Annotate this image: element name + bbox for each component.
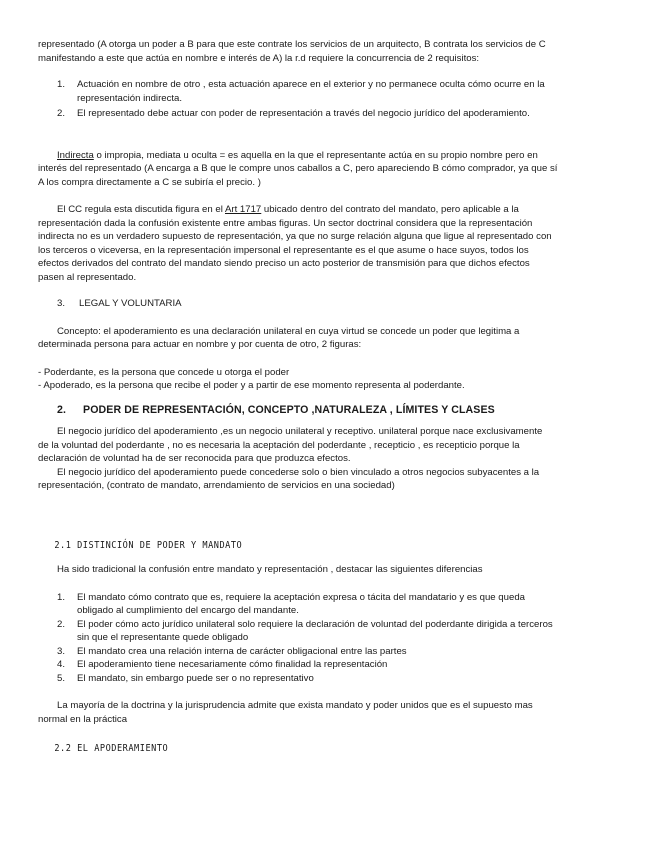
paragraph-text: El CC regula esta discutida figura en el [57, 204, 225, 215]
section-heading [38, 404, 618, 418]
figura-item: - Apoderado, es la persona que recibe el poder y a partir de ese momento representa al poderdante. [38, 380, 465, 391]
list-line: El poder cómo acto jurídico unilateral solo requiere la declaración de voluntad del poderdante dirigida a terceros [77, 618, 553, 630]
paragraph-text: El negocio jurídico del apoderamiento ,es un negocio unilateral y receptivo. unilateral porque nace exclusivamente [57, 426, 543, 437]
article-link[interactable]: Art 1717 [224, 204, 262, 215]
concepto-paragraph [38, 325, 618, 352]
paragraph-line: indirecta no es un verdadero supuesto de representación, ya que no surge relación alguna que ligue al representado con [38, 231, 552, 242]
mayoria-paragraph [38, 699, 618, 726]
list-item [38, 672, 618, 686]
section-title: PODER DE REPRESENTACIÓN, CONCEPTO ,NATURALEZA , LÍMITES Y CLASES [83, 403, 495, 416]
section-number: 2. [57, 403, 67, 416]
legal-label: LEGAL Y VOLUNTARIA [79, 298, 182, 309]
requisitos-list [38, 78, 618, 121]
negocio-paragraph [38, 425, 618, 466]
list-line: El representado debe actuar con poder de representación a través del negocio jurídico del apoderamiento. [77, 108, 530, 119]
figuras-list [38, 366, 618, 393]
paragraph-text: o impropia, mediata u oculta = es aquella en la que el representante actúa en su propio nombre pero en [93, 149, 538, 161]
list-number: 2. [57, 618, 66, 630]
list-number: 3. [57, 645, 66, 657]
list-line: representación indirecta. [77, 92, 183, 104]
paragraph-text: ubicado dentro del contrato del mandato, pero aplicable a la [261, 204, 519, 215]
list-line: El mandato, sin embargo puede ser o no representativo [77, 672, 314, 684]
paragraph-line: A los compra directamente a C se subiría el precio. ) [38, 176, 261, 188]
list-number: 1. [57, 79, 66, 90]
cc-paragraph [38, 203, 618, 284]
paragraph-line: normal en la práctica [38, 713, 128, 725]
list-item [38, 658, 618, 672]
indirecta-paragraph [38, 149, 618, 190]
paragraph-line: representación, (contrato de mandato, arrendamiento de servicios en una sociedad) [38, 480, 395, 491]
intro-line: representado (A otorga un poder a B para que este contrate los servicios de un arquitecto, B contrata los servicios de C [38, 39, 546, 50]
indirecta-term: Indirecta [57, 149, 94, 161]
paragraph-line: de la voluntad del poderdante , no es necesaria la aceptación del poderdante , recepticio , es recepticio porque la [38, 439, 520, 451]
list-number: 1. [57, 591, 66, 603]
negocio-paragraph-2 [38, 466, 618, 493]
diferencias-list [38, 591, 618, 686]
figura-item: - Poderdante, es la persona que concede u otorga el poder [38, 366, 290, 378]
paragraph-text: Concepto: el apoderamiento es una declaración unilateral en cuya virtud se concede un poder que legitima a [57, 325, 520, 337]
tradicional-paragraph: Ha sido tradicional la confusión entre mandato y representación , destacar las siguientes diferencias [57, 564, 483, 575]
list-item [38, 591, 618, 618]
list-item [38, 618, 618, 645]
paragraph-text: El negocio jurídico del apoderamiento puede concederse solo o bien vinculado a otros negocios subyacentes a la [57, 466, 540, 478]
paragraph-line: interés del representado (A encarga a B que le compre unos caballos a C, pero apareciendo B cómo comprador, ya que sí [38, 163, 558, 174]
paragraph-line: determinada persona para actuar en nombre y por cuenta de otro, 2 figuras: [38, 339, 362, 350]
list-line: Actuación en nombre de otro , esta actuación aparece en el exterior y no permanece oculta cómo ocurre en la [77, 79, 545, 90]
paragraph-line: efectos derivados del contrato del mandato siendo preciso un acto posterior de transmisión para que dichos efectos [38, 258, 530, 269]
document-page [38, 38, 618, 756]
intro-line: manifestando a este que actúa en nombre e interés de A) la r.d requiere la concurrencia de 2 requisitos: [38, 52, 480, 64]
list-line: El apoderamiento tiene necesariamente cómo finalidad la representación [77, 659, 388, 670]
list-item [38, 107, 618, 121]
subsection-heading: 2.1 DISTINCIÓN DE PODER Y MANDATO [54, 539, 243, 551]
list-line: El mandato cómo contrato que es, requiere la aceptación expresa o tácita del mandatario y es que queda [77, 591, 525, 603]
paragraph-text: La mayoría de la doctrina y la jurisprudencia admite que exista mandato y poder unidos que es el supuesto mas [57, 700, 533, 711]
list-line: obligado al cumplimiento del encargo del mandante. [77, 605, 299, 616]
list-number: 3. [57, 298, 66, 309]
list-number: 4. [57, 659, 66, 670]
intro-paragraph [38, 38, 618, 65]
legal-voluntaria-item [38, 297, 618, 311]
paragraph-line: los terceros o viceversa, en la representación impersonal el representante es el que asume o hace suyos, todos los [38, 244, 529, 256]
paragraph-line: declaración de voluntad ha de ser reconocida para que produzca efectos. [38, 453, 351, 464]
list-item [38, 645, 618, 659]
list-line: sin que el representante quede obligado [77, 632, 249, 643]
subsection-heading: 2.2 EL APODERAMIENTO [54, 743, 169, 754]
paragraph-line: representación dada la confusión existente entre ambas figuras. Un sector doctrinal considera que la representación [38, 217, 533, 229]
list-number: 5. [57, 672, 66, 684]
paragraph-line: pasen al representado. [38, 271, 137, 283]
list-line: El mandato crea una relación interna de carácter obligacional entre las partes [77, 645, 407, 657]
list-number: 2. [57, 108, 66, 119]
list-item [38, 78, 618, 105]
